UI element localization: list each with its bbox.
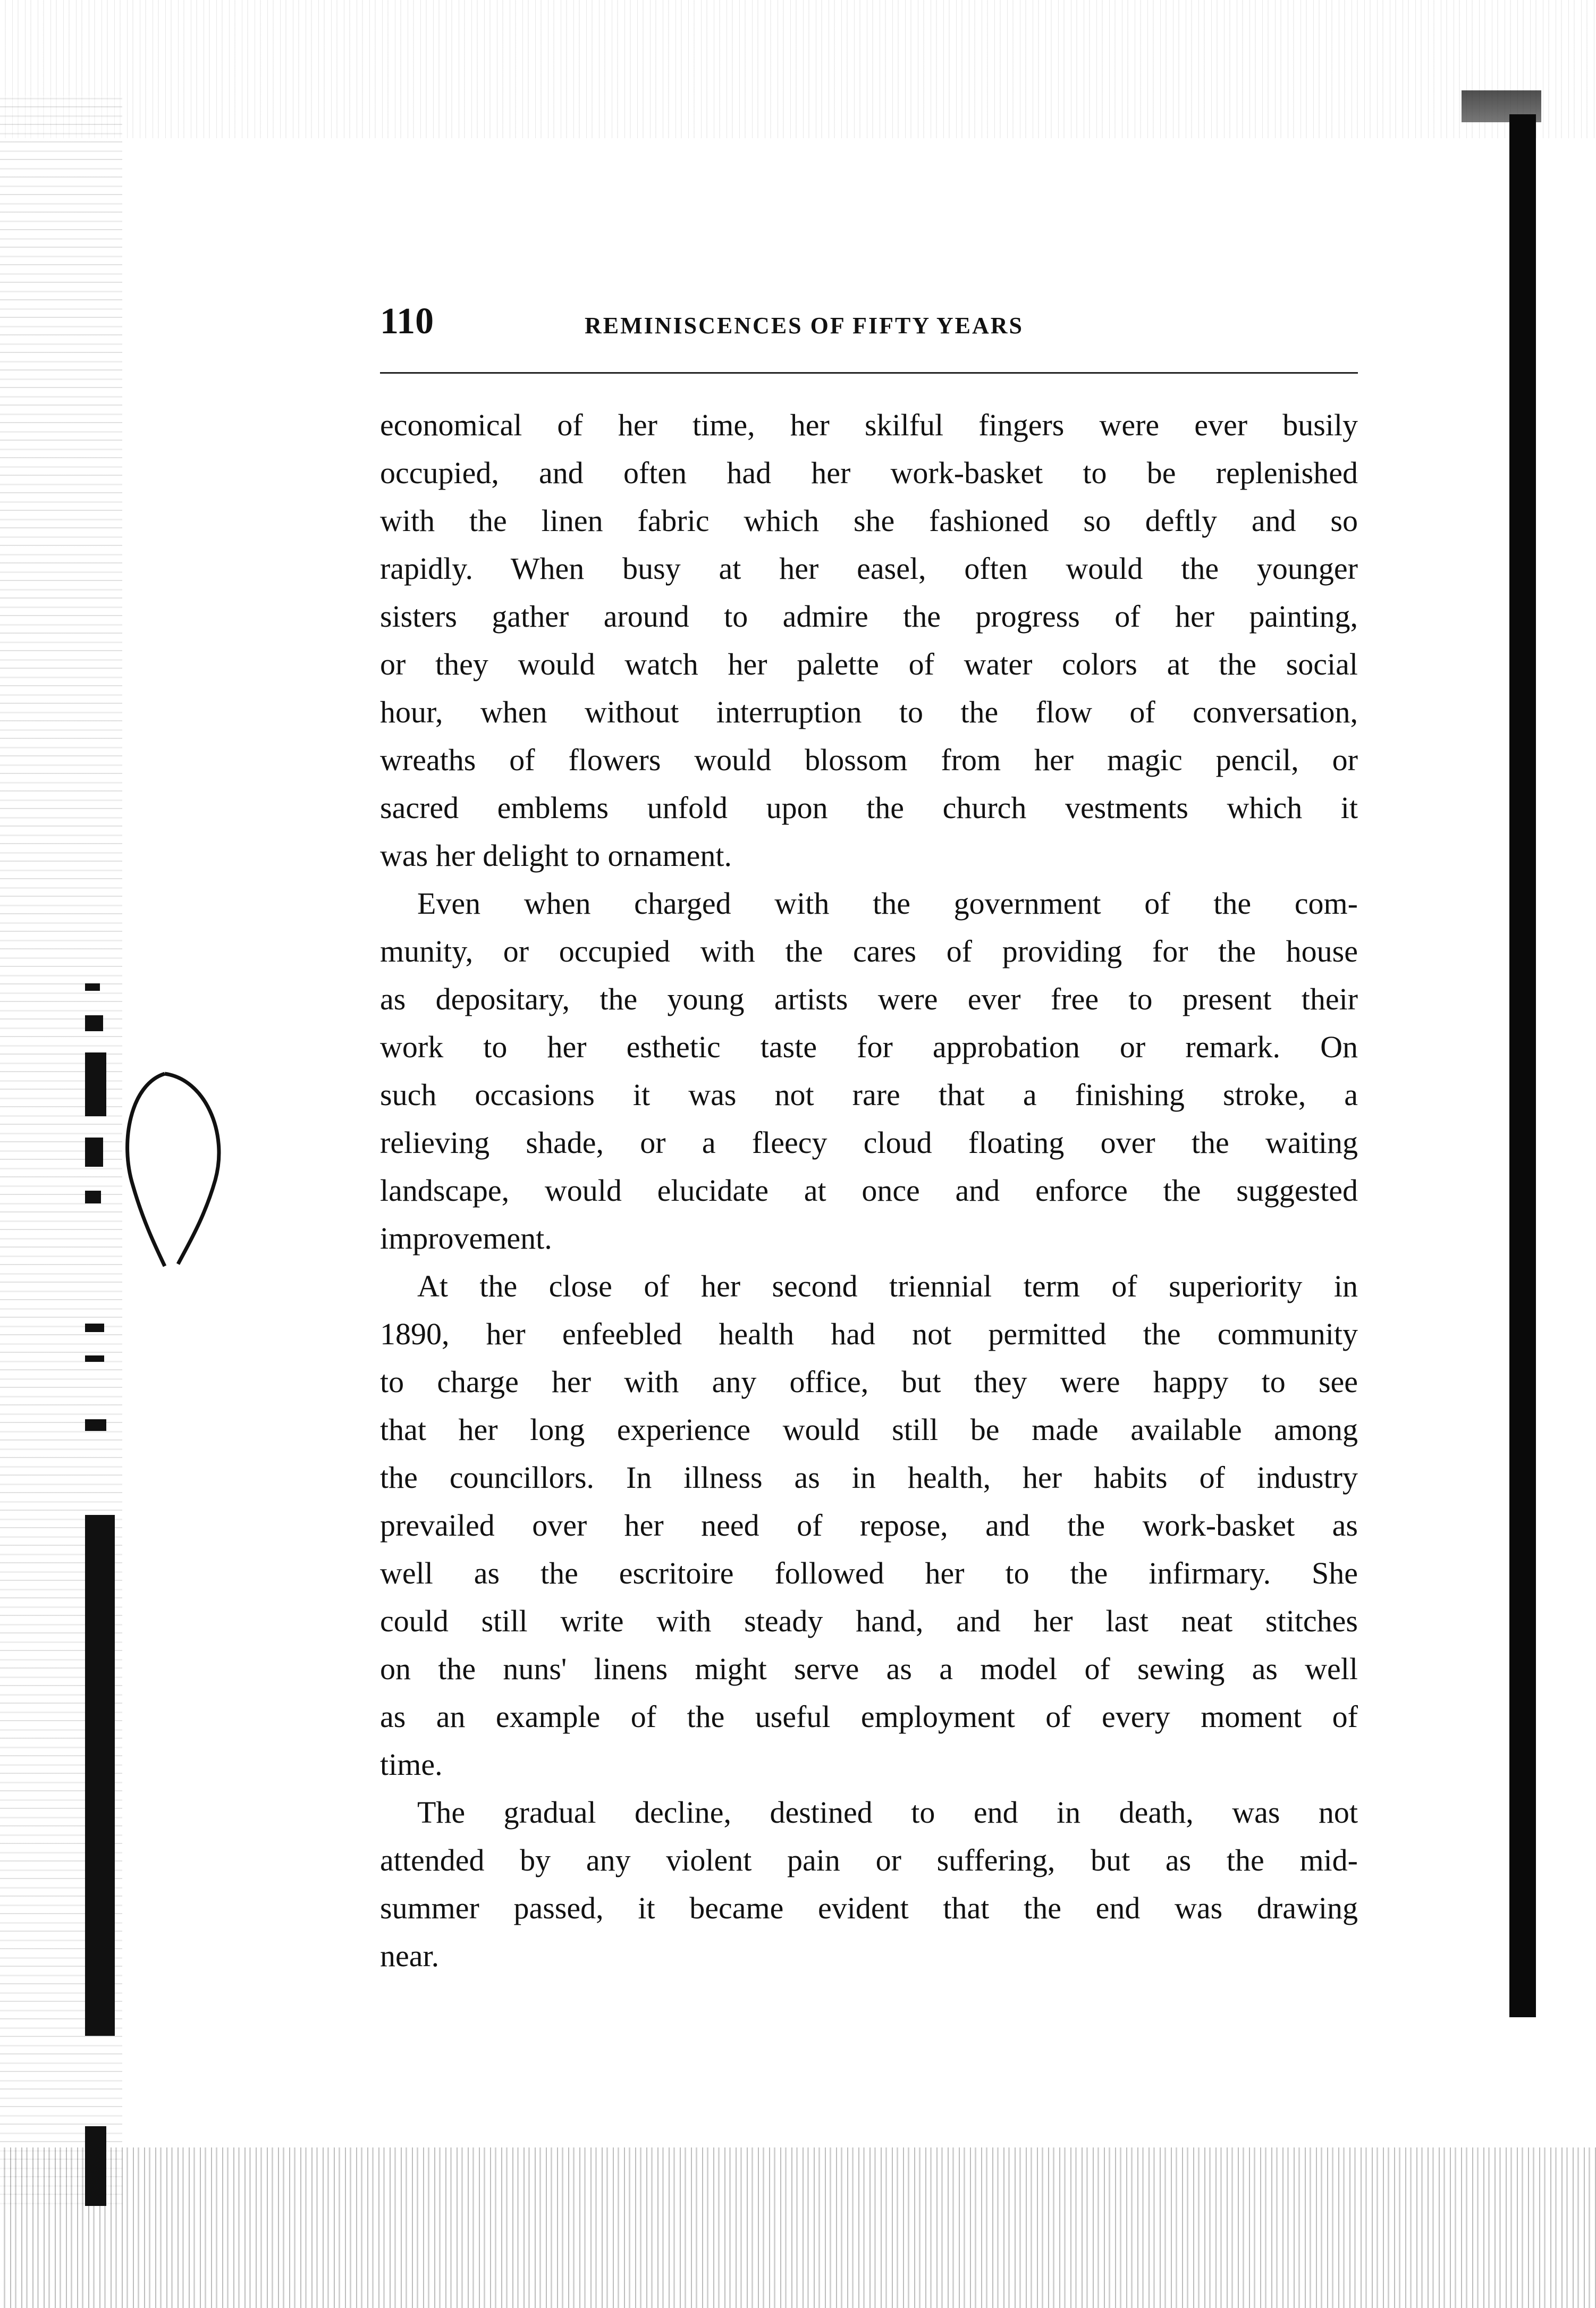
text-line: with the linen fabric which she fashioned so deftly and so bbox=[380, 503, 1358, 538]
binding-mark bbox=[85, 1138, 103, 1167]
paragraph bbox=[380, 880, 1358, 1262]
binding-mark bbox=[85, 1515, 115, 2036]
scan-noise-bottom bbox=[0, 2147, 1596, 2308]
running-title: REMINISCENCES OF FIFTY YEARS bbox=[585, 313, 1024, 339]
text-line: prevailed over her need of repose, and the work-basket as bbox=[380, 1508, 1358, 1543]
text-line: hour, when without interruption to the flow of conversation, bbox=[380, 695, 1358, 729]
binding-mark bbox=[85, 1355, 104, 1362]
text-line: improvement. bbox=[380, 1221, 552, 1256]
paragraph bbox=[380, 401, 1358, 880]
text-line: At the close of her second triennial term of superiority in bbox=[417, 1269, 1358, 1303]
text-line: near. bbox=[380, 1939, 440, 1973]
text-line: landscape, would elucidate at once and enforce the suggested bbox=[380, 1173, 1358, 1208]
text-line: time. bbox=[380, 1747, 443, 1782]
text-line: sacred emblems unfold upon the church vestments which it bbox=[380, 790, 1358, 825]
text-line: relieving shade, or a fleecy cloud floating over the waiting bbox=[380, 1125, 1358, 1160]
page-number: 110 bbox=[380, 301, 434, 342]
text-line: on the nuns' linens might serve as a model of sewing as well bbox=[380, 1652, 1358, 1686]
text-line: well as the escritoire followed her to the infirmary. She bbox=[380, 1556, 1358, 1590]
text-line: that her long experience would still be made available among bbox=[380, 1412, 1358, 1447]
body-text bbox=[380, 401, 1358, 1980]
pen-loop-mark bbox=[114, 1068, 247, 1270]
text-line: summer passed, it became evident that the end was drawing bbox=[380, 1891, 1358, 1925]
text-line: or they would watch her palette of water colors at the social bbox=[380, 647, 1358, 681]
text-line: as an example of the useful employment of every moment of bbox=[380, 1699, 1358, 1734]
binding-mark bbox=[85, 983, 100, 991]
text-line: occupied, and often had her work-basket to be replenished bbox=[380, 456, 1358, 490]
text-line: as depositary, the young artists were ever free to present their bbox=[380, 982, 1358, 1016]
binding-mark bbox=[85, 1324, 104, 1332]
text-line: rapidly. When busy at her easel, often would the younger bbox=[380, 551, 1358, 586]
text-line: wreaths of flowers would blossom from her magic pencil, or bbox=[380, 743, 1358, 777]
text-line: attended by any violent pain or suffering, but as the mid- bbox=[380, 1843, 1358, 1877]
text-line: could still write with steady hand, and her last neat stitches bbox=[380, 1604, 1358, 1638]
binding-mark bbox=[85, 2126, 106, 2206]
text-line: sisters gather around to admire the progress of her painting, bbox=[380, 599, 1358, 634]
page-header bbox=[380, 298, 1358, 356]
text-line: such occasions it was not rare that a finishing stroke, a bbox=[380, 1077, 1358, 1112]
text-line: 1890, her enfeebled health had not permitted the community bbox=[380, 1317, 1358, 1351]
binding-mark bbox=[85, 1015, 103, 1031]
text-line: munity, or occupied with the cares of providing for the house bbox=[380, 934, 1358, 968]
binding-mark bbox=[85, 1191, 101, 1203]
scan-shadow-right bbox=[1509, 114, 1536, 2017]
text-line: economical of her time, her skilful fingers were ever busily bbox=[380, 408, 1358, 442]
text-line: The gradual decline, destined to end in death, was not bbox=[417, 1795, 1358, 1830]
paragraph bbox=[380, 1262, 1358, 1789]
scan-noise-top bbox=[0, 0, 1596, 138]
paragraph bbox=[380, 1789, 1358, 1980]
binding-mark bbox=[85, 1419, 106, 1431]
text-line: to charge her with any office, but they were happy to see bbox=[380, 1364, 1358, 1399]
text-line: the councillors. In illness as in health, her habits of industry bbox=[380, 1460, 1358, 1495]
text-line: Even when charged with the government of the com- bbox=[417, 886, 1358, 921]
text-line: work to her esthetic taste for approbation or remark. On bbox=[380, 1030, 1358, 1064]
header-rule bbox=[380, 372, 1358, 374]
binding-mark bbox=[85, 1052, 106, 1116]
text-line: was her delight to ornament. bbox=[380, 838, 732, 873]
